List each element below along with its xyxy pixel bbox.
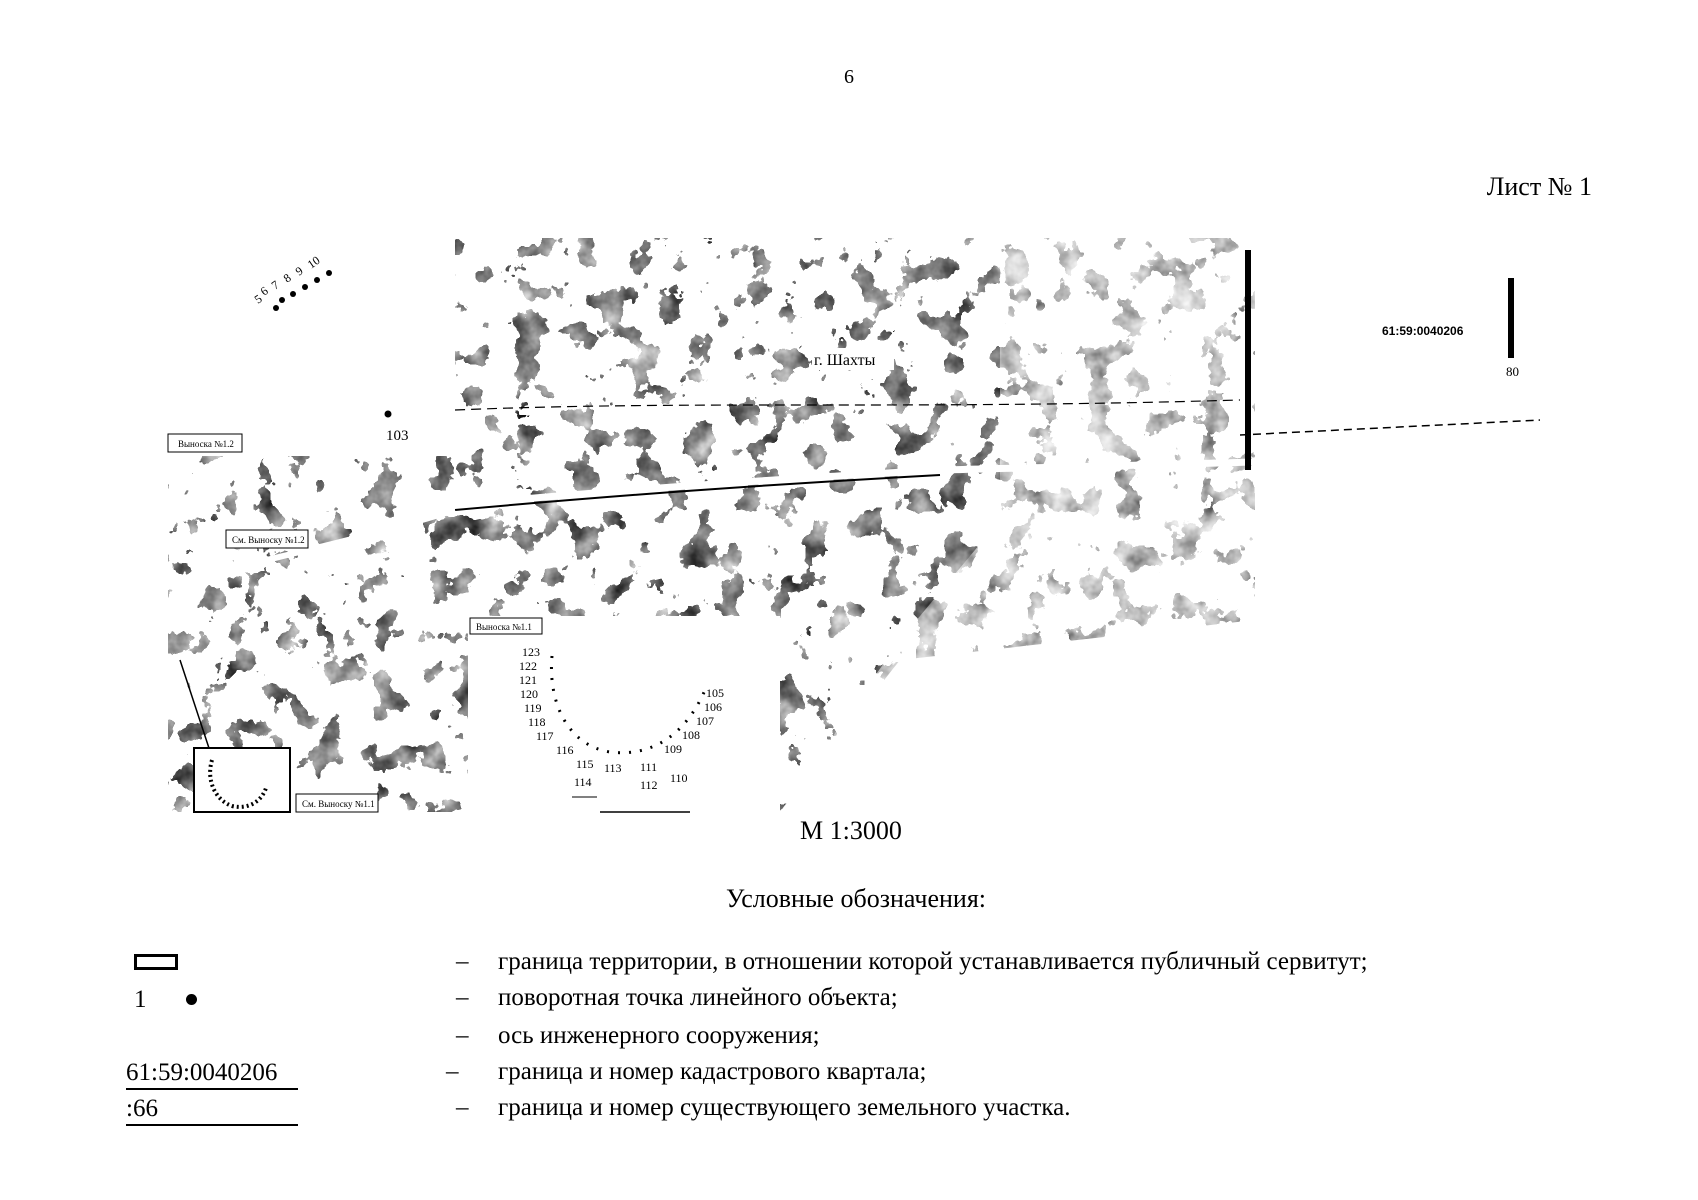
point-label: 8 [280, 270, 294, 286]
inset-point-label: 107 [696, 714, 714, 728]
inset-point-label: 112 [640, 778, 658, 792]
scale-label: М 1:3000 [800, 816, 902, 845]
inset-point-label: 120 [520, 687, 538, 701]
parcel-symbol: :66 [126, 1094, 298, 1126]
inset-point-label: 110 [670, 771, 688, 785]
inset-point-label: 118 [528, 715, 546, 729]
inset-label: Выноска №1.1 [476, 622, 532, 632]
point-label: 9 [292, 263, 306, 279]
legend-text: граница и номер кадастрового квартала; [498, 1058, 927, 1085]
point-label: 5 [251, 291, 265, 307]
inset-point-label: 116 [556, 743, 574, 757]
quarter-label: 61:59:0040206 [1382, 324, 1464, 338]
point-label: 6 [257, 283, 271, 299]
point-103-label: 103 [386, 428, 409, 444]
legend-dash: – [456, 984, 469, 1011]
inset-point-label: 117 [536, 729, 554, 743]
turning-point [326, 270, 332, 276]
point-symbol [186, 994, 197, 1005]
page-number: 6 [844, 66, 854, 88]
inset-point-label: 123 [522, 645, 540, 659]
legend-row-parcel [0, 1094, 1698, 1130]
legend-dash: – [456, 1094, 469, 1121]
inset-point-label: 113 [604, 761, 622, 775]
inset-point-label: 115 [576, 757, 594, 771]
inset-point-label: 121 [519, 673, 537, 687]
small-inset [194, 748, 290, 812]
point-103 [385, 411, 392, 418]
turning-point [302, 284, 308, 290]
turning-point [273, 305, 279, 311]
legend-text: граница и номер существующего земельного участка. [498, 1094, 1071, 1121]
turning-point [279, 297, 285, 303]
legend-text: граница территории, в отношении которой устанавливается публичный сервитут; [498, 948, 1368, 975]
inset-point-label: 106 [704, 700, 722, 714]
inset-point-label: 108 [682, 728, 700, 742]
sheet-label: Лист № 1 [1486, 172, 1592, 201]
point-label: 10 [304, 253, 323, 272]
top-points [252, 253, 332, 311]
point-label: 7 [268, 277, 282, 293]
legend-row-boundary [0, 948, 1698, 984]
legend-title: Условные обозначения: [725, 884, 987, 913]
quarter-symbol: 61:59:0040206 [126, 1058, 298, 1090]
turning-point [314, 277, 320, 283]
boundary-symbol [134, 954, 178, 970]
legend-text: поворотная точка линейного объекта; [498, 984, 898, 1011]
inset-callout [468, 616, 780, 812]
inset-point-label: 122 [519, 659, 537, 673]
legend-text: ось инженерного сооружения; [498, 1022, 820, 1049]
point-symbol-label: 1 [134, 986, 147, 1013]
inset-point-label: 109 [664, 742, 682, 756]
callout-see-1-1: См. Выноску №1.1 [302, 799, 375, 809]
inset-point-label: 114 [574, 775, 592, 789]
legend-dash: – [456, 1022, 469, 1049]
inset-point-label: 105 [706, 686, 724, 700]
inset-point-label: 111 [640, 760, 658, 774]
callout-see-1-2: См. Выноску №1.2 [232, 535, 305, 545]
legend-dash: – [456, 948, 469, 975]
legend-row-quarter [0, 1058, 1698, 1094]
legend-row-axis [0, 1022, 1698, 1058]
city-label: г. Шахты [814, 352, 876, 369]
callout-1-2: Выноска №1.2 [178, 439, 234, 449]
legend-row-point [0, 984, 1698, 1020]
point-80-label: 80 [1506, 364, 1519, 379]
turning-point [290, 291, 296, 297]
inset-point-label: 119 [524, 701, 542, 715]
legend-dash: – [446, 1058, 459, 1085]
